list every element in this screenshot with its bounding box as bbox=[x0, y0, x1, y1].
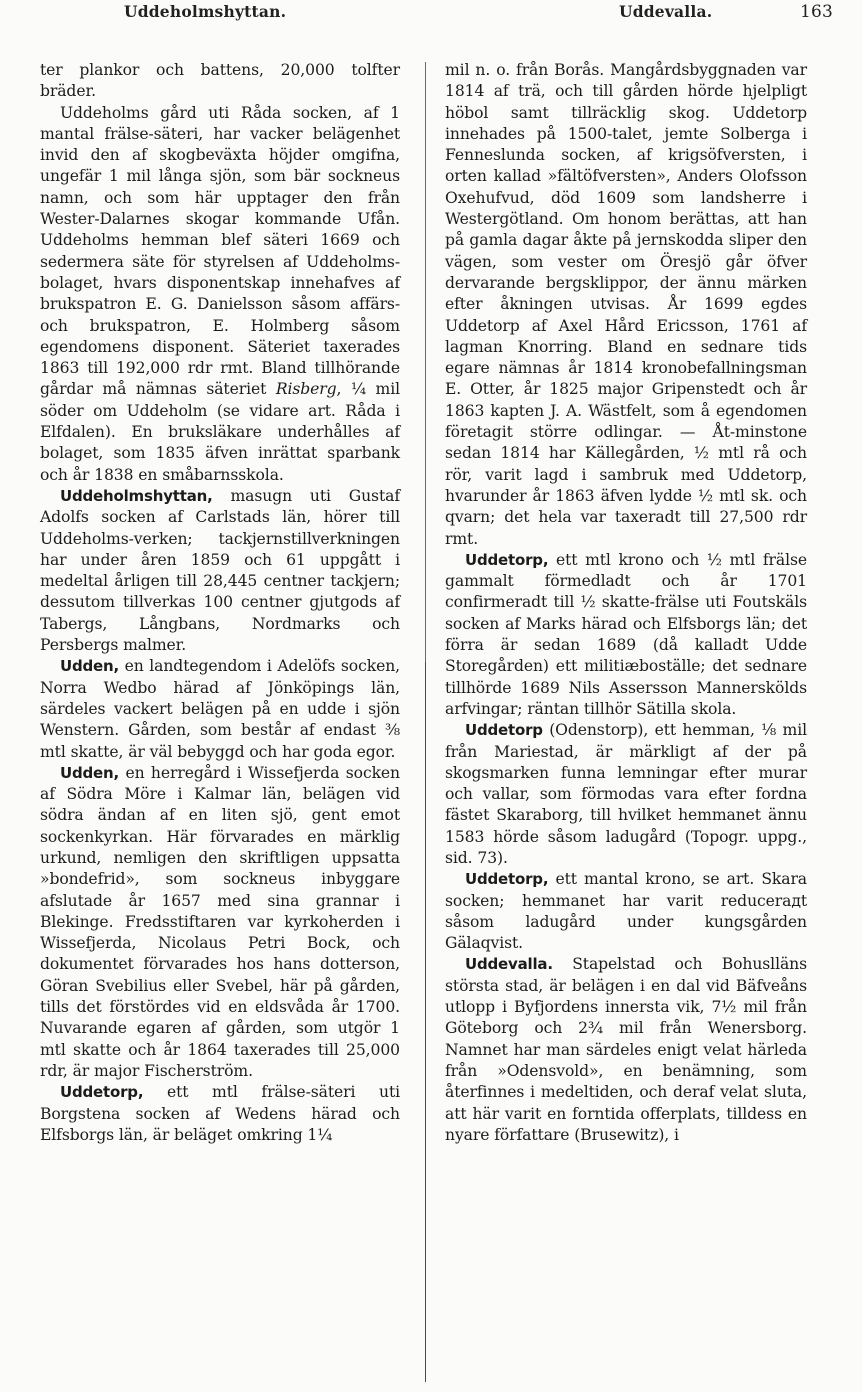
continued-paragraph: mil n. o. från Borås. Mangårdsbyggnaden var 1814 af trä, och till gården hörde hjelpligt höbol samt tillräcklig skog. Uddetorp innehades på 1500-talet, jemte Solberga i Fenneslunda socken, af krigsöfversten, i orten kallad »fältöfversten», Anders Olofsson Oxehufvud, död 1609 som landsherre i Westergötland. Om honom berättas, att han på gamla dagar åkte på jernskodda sliper den vägen, som vester om Öresjö går öfver dervarande bergsklippor, der ännu märken efter åkningen utvisas. År 1699 egdes Uddetorp af Axel Hård Ericsson, 1761 af lagman Knorring. Bland en sednare tids egare nämnas år 1814 kronobefallningsman E. Otter, år 1825 major Gripenstedt och år 1863 kapten J. A. Wästfelt, som å egendomen företagit större odlingar. — Åt-minstone sedan 1814 har Källegården, ½ mtl rå och rör, varit lagd i sambruk med Uddetorp, hvarunder år 1863 äfven lydde ½ mtl sk. och qvarn; det hela var taxeradt till 27,500 rdr rmt. bbox=[445, 61, 807, 548]
running-header-left: Uddeholmshyttan. bbox=[124, 2, 287, 21]
entry-text: (Odenstorp), ett hemman, ⅛ mil från Mariestad, är märkligt af der på skogsmarken funna lemningar efter murar och vallar, som förmodas vara efter fordna fästet Skaraborg, till hvilket hemmanet ännu 1583 hörde såsom ladugård (Topogr. uppg., sid. 73). bbox=[445, 721, 807, 867]
entry-text: ett mtl frälse-säteri uti Borgstena socken af Wedens härad och Elfsborgs län, är beläget omkring 1¼ bbox=[40, 1083, 400, 1144]
entry-uddeholmshyttan bbox=[40, 486, 400, 656]
entry-headword: Udden, bbox=[60, 657, 120, 676]
entry-text: masugn uti Gustaf Adolfs socken af Carlstads län, hörer till Uddeholms-verken; tackjernstillverkningen har under åren 1859 och 61 uppgått i medeltal årligen till 28,445 centner tackjern; dessutom tillverkas 100 centner gjutgods af Tabergs, Långbans, Nordmarks och Persbergs malmer. bbox=[40, 486, 400, 655]
entry-headword: Uddetorp, bbox=[465, 550, 549, 569]
entry-udden-adelof bbox=[40, 656, 400, 762]
entry-italic-place: Risberg bbox=[275, 380, 337, 399]
page-number: 163 bbox=[800, 2, 834, 22]
entry-text: ett mtl krono och ½ mtl frälse gammalt förmedladt och år 1701 confirmeradt till ½ skatte-frälse uti Foutskäls socken af Marks härad och Elfsborgs län; det förra är sedan 1689 (då kalladt Udde Storegården) ett militiæboställe; det sednare tillhörde 1689 Nils Assersson Mannerskölds arfvingar; räntan tillhör Sätilla skola. bbox=[445, 550, 807, 718]
left-text-column bbox=[40, 60, 400, 1146]
entry-headword: Uddeholmshyttan, bbox=[60, 486, 213, 505]
entry-headword: Uddetorp, bbox=[60, 1083, 144, 1102]
entry-text: Uddeholms gård uti Råda socken, af 1 mantal frälse-säteri, har vacker belägenhet invid den af skogbeväxta höjder omgifna, ungefär 1 mil långa sjön, som bär sockneus namn, och som här upptager den från Wester-Dalarnes skogar kommande Ufån. Uddeholms hemman blef säteri 1669 och sedermera säte för styrelsen af Uddeholms-bolaget, hvars disponentskap innehafves af brukspatron E. G. Danielsson såsom affärs- och brukspatron, E. Holmberg såsom egendomens disponent. Säteriet taxerades 1863 till 192,000 rdr rmt. Bland tillhörande gårdar må nämnas säteriet bbox=[40, 103, 400, 399]
entry-text: Stapelstad och Bohuslläns största stad, är belägen i en dal vid Bäfveåns utlopp i Byfjordens innersta vik, 7½ mil från Göteborg och 2¾ mil från Wenersborg. Namnet har man särdeles enigt velat härleda från »Odensvold», en benämning, som återfinnes i medeltiden, och deraf velat sluta, att här varit en forntida offerplats, tilldess en nyare författare (Brusewitz), i bbox=[445, 955, 807, 1144]
entry-text: ett mantal krono, se art. Skara socken; hemmanet har varit reducerадt såsom ladugård under kungsgården Gälaqvist. bbox=[445, 870, 807, 953]
entry-text-tail: , ¼ mil söder om Uddeholm (se vidare art. Råda i Elfdalen). En bruksläkare underhålles af bolaget, som 1835 äfven inrättat sparbank och år 1838 en småbarnsskola. bbox=[40, 380, 401, 484]
entry-text: en landtegendom i Adelöfs socken, Norra Wedbo härad af Jönköpings län, särdeles vackert belägen på en udde i sjön Wenstern. Gården, som består af endast ⅜ mtl skatte, är väl bebyggd och har goda egor. bbox=[40, 657, 400, 761]
continued-paragraph: ter plankor och battens, 20,000 tolfter bräder. bbox=[40, 61, 400, 101]
running-header-right: Uddevalla. bbox=[619, 2, 713, 21]
column-rule-lower bbox=[425, 662, 426, 1382]
entry-text: en herregård i Wissefjerda socken af Södra Möre i Kalmar län, belägen vid södra ändan af en liten sjö, gent emot sockenkyrkan. Här förvarades en märklig urkund, nemligen den skriftligen uppsatta »bondefrid», som sockneus inbyggare afslutade år 1657 med sina grannar i Blekinge. Fredsstiftaren var kyrkoherden i Wissefjerda, Nicolaus Petri Bock, och dokumentet förvarades hos hans dotterson, Göran Svebilius eller Svebel, här på gården, tills det förstördes vid en eldsvåda år 1700. Nuvarande egaren af gården, som utgör 1 mtl skatte och år 1864 taxerades till 25,000 rdr, är major Fischerström. bbox=[40, 763, 400, 1080]
entry-headword: Uddetorp, bbox=[465, 870, 549, 889]
entry-uddetorp-skara bbox=[445, 869, 807, 954]
entry-uddetorp-borgstena bbox=[40, 1082, 400, 1146]
right-text-column bbox=[445, 60, 807, 1146]
column-rule-upper bbox=[425, 62, 426, 662]
entry-uddetorp-odenstorp bbox=[445, 720, 807, 869]
entry-udden-wissefjerda bbox=[40, 763, 400, 1082]
entry-uddetorp-foutskal bbox=[445, 550, 807, 720]
entry-uddeholm-gard bbox=[40, 103, 400, 486]
entry-headword: Uddevalla. bbox=[465, 955, 553, 974]
entry-headword: Udden, bbox=[60, 763, 120, 782]
entry-uddevalla bbox=[445, 954, 807, 1146]
entry-headword: Uddetorp bbox=[465, 721, 543, 740]
